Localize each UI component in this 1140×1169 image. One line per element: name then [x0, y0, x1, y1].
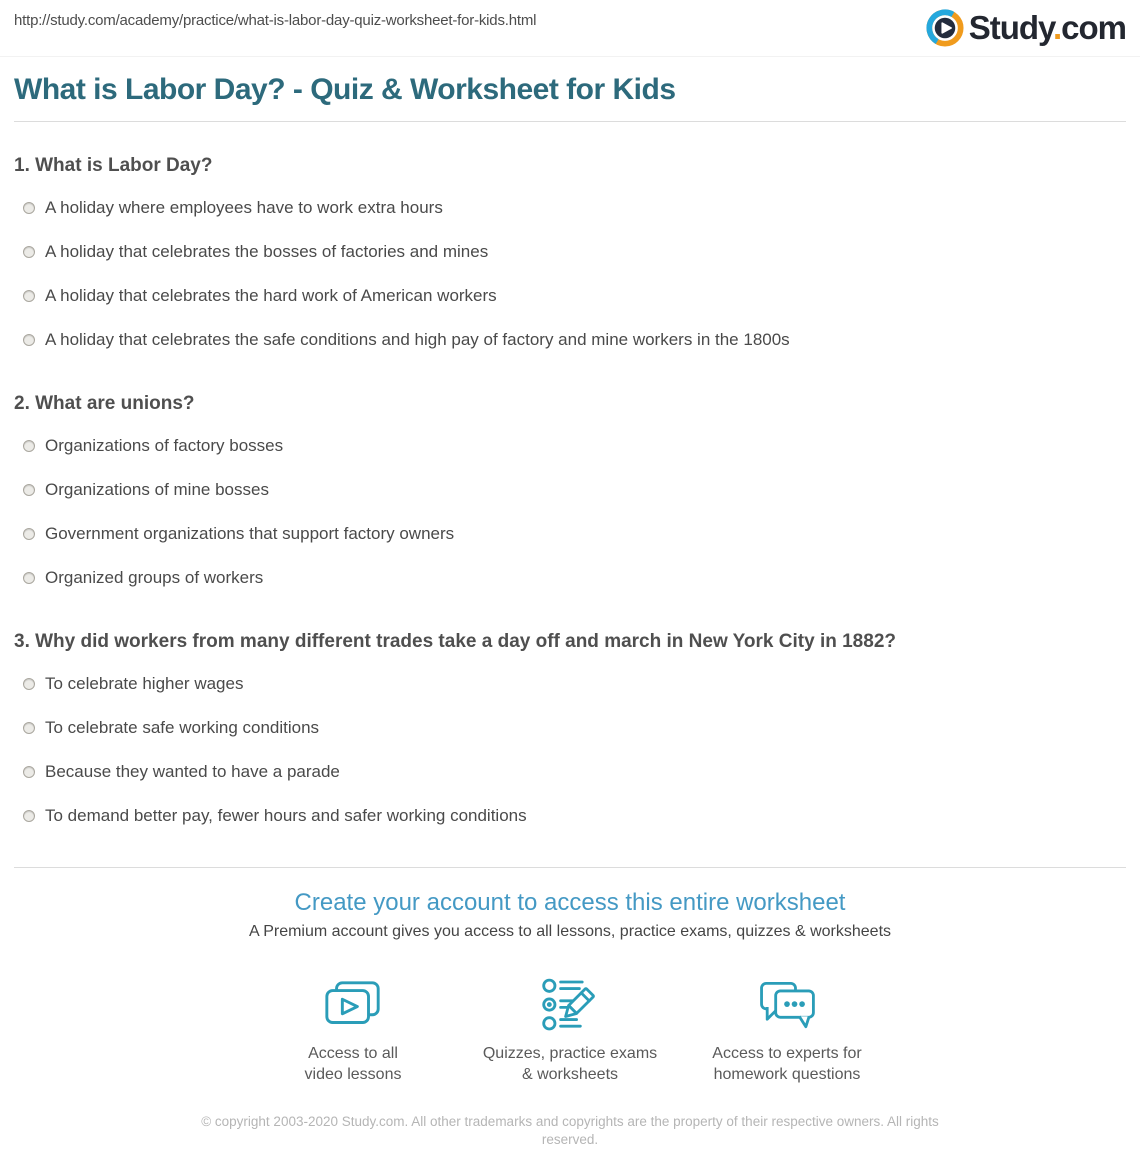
benefit-quizzes-worksheets	[478, 972, 663, 1085]
radio-button[interactable]	[23, 484, 35, 496]
radio-button[interactable]	[23, 202, 35, 214]
question-3-option-3[interactable]	[14, 761, 1126, 783]
question-2-option-3[interactable]	[14, 523, 1126, 545]
studycom-logo[interactable]	[926, 9, 1126, 47]
question-2-heading: 2. What are unions?	[14, 393, 195, 414]
benefits-row	[0, 972, 1140, 1085]
question-2-option-2[interactable]	[14, 479, 1126, 501]
option-label[interactable]: To celebrate safe working conditions	[45, 718, 320, 737]
question-1-option-1[interactable]	[14, 197, 1126, 219]
option-label[interactable]: To demand better pay, fewer hours and safer working conditions	[45, 806, 527, 825]
logo-dot: .	[1052, 9, 1062, 46]
question-1-option-2[interactable]	[14, 241, 1126, 263]
premium-subheading: A Premium account gives you access to all lessons, practice exams, quizzes & worksheets	[248, 923, 892, 940]
cta-section	[0, 888, 1140, 1085]
question-3-heading: 3. Why did workers from many different trades take a day off and march in New York City in 1882?	[14, 631, 896, 652]
radio-button[interactable]	[23, 810, 35, 822]
option-label[interactable]: A holiday where employees have to work extra hours	[45, 198, 443, 217]
radio-button[interactable]	[23, 290, 35, 302]
quiz-body	[0, 155, 1140, 827]
question-3-option-1[interactable]	[14, 673, 1126, 695]
title-divider	[14, 121, 1126, 122]
radio-button[interactable]	[23, 722, 35, 734]
page-title: What is Labor Day? - Quiz & Worksheet for Kids	[14, 73, 676, 106]
copyright-text: © copyright 2003-2020 Study.com. All other trademarks and copyrights are the property of their respective owners. All rights reserved.	[201, 1114, 939, 1147]
option-label[interactable]: To celebrate higher wages	[45, 674, 244, 693]
radio-button[interactable]	[23, 766, 35, 778]
option-label[interactable]: Government organizations that support factory owners	[45, 524, 455, 543]
question-1-option-4[interactable]	[14, 329, 1126, 351]
studycom-logo-icon	[926, 9, 964, 47]
question-2-option-4[interactable]	[14, 567, 1126, 589]
option-label[interactable]: Organizations of factory bosses	[45, 436, 284, 455]
benefit-label: Access to experts for homework questions	[712, 1045, 862, 1083]
benefit-label: Quizzes, practice exams & worksheets	[482, 1045, 658, 1083]
option-label[interactable]: Organizations of mine bosses	[45, 480, 269, 499]
cta-divider	[14, 867, 1126, 868]
radio-button[interactable]	[23, 678, 35, 690]
option-label[interactable]: A holiday that celebrates the hard work of American workers	[45, 286, 497, 305]
studycom-logo-text: Study.com	[968, 9, 1126, 46]
radio-button[interactable]	[23, 246, 35, 258]
radio-button[interactable]	[23, 440, 35, 452]
question-3-option-4[interactable]	[14, 805, 1126, 827]
question-1-option-3[interactable]	[14, 285, 1126, 307]
option-label[interactable]: Organized groups of workers	[45, 568, 264, 587]
benefit-label: Access to all video lessons	[304, 1045, 402, 1083]
page-footer	[0, 1113, 1140, 1148]
radio-button[interactable]	[23, 572, 35, 584]
create-account-link[interactable]: Create your account to access this entire worksheet	[294, 889, 846, 916]
page-header	[0, 0, 1140, 57]
quizzes-worksheets-icon	[539, 977, 601, 1034]
option-label[interactable]: A holiday that celebrates the safe conditions and high pay of factory and mine workers in the 1800s	[45, 330, 790, 349]
radio-button[interactable]	[23, 334, 35, 346]
video-lessons-icon	[322, 980, 384, 1034]
question-1-heading: 1. What is Labor Day?	[14, 155, 213, 176]
benefit-video-lessons	[261, 972, 446, 1085]
option-label[interactable]: Because they wanted to have a parade	[45, 762, 340, 781]
question-3-option-2[interactable]	[14, 717, 1126, 739]
radio-button[interactable]	[23, 528, 35, 540]
option-label[interactable]: A holiday that celebrates the bosses of factories and mines	[45, 242, 489, 261]
page-url: http://study.com/academy/practice/what-is-labor-day-quiz-worksheet-for-kids.html	[14, 12, 537, 29]
question-2-option-1[interactable]	[14, 435, 1126, 457]
homework-experts-icon	[754, 978, 820, 1034]
benefit-homework-experts	[695, 972, 880, 1085]
